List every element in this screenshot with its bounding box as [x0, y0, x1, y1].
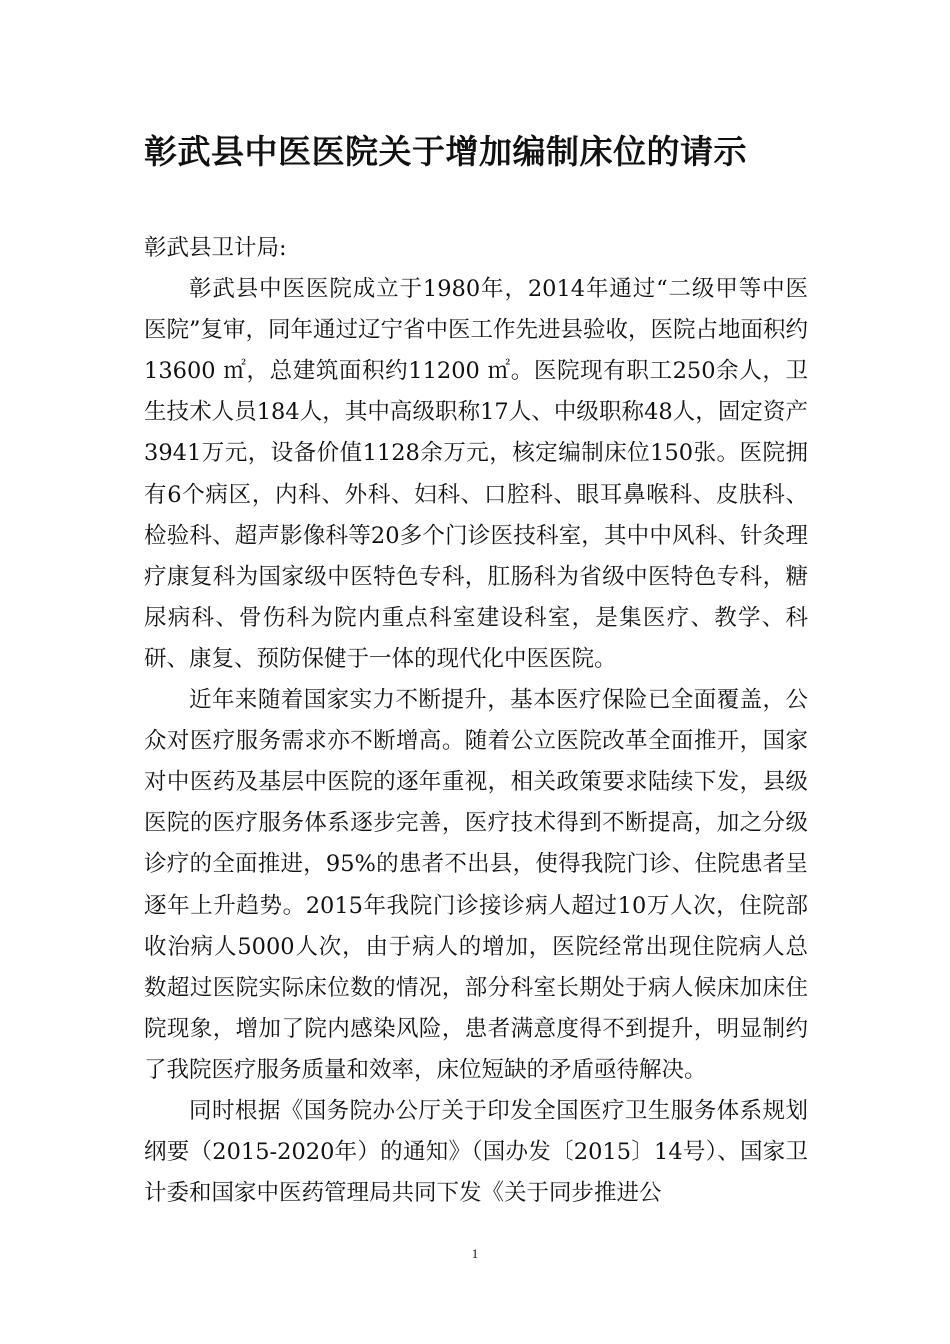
salutation: 彰武县卫计局:	[144, 235, 287, 261]
paragraph-policy-basis: 同时根据《国务院办公厅关于印发全国医疗卫生服务体系规划纲要（2015-2020年）的通知》（国办发〔2015〕14号）、国家卫计委和国家中医药管理局共同下发《关于同步推进公	[144, 1097, 808, 1207]
document-title: 彰武县中医医院关于增加编制床位的请示	[144, 132, 747, 171]
page-number: 1	[471, 1246, 479, 1261]
document-body	[144, 228, 808, 1214]
paragraph-hospital-overview: 彰武县中医医院成立于1980年，2014年通过“二级甲等中医医院”复审，同年通过辽宁省中医工作先进县验收，医院占地面积约13600 ㎡，总建筑面积约11200 ㎡。医院现有职工250余人，卫生技术人员184人，其中高级职称17人、中级职称48人，固定资产3941万元，设备价值1128余万元，核定编制床位150张。医院拥有6个病区，内科、外科、妇科、口腔科、眼耳鼻喉科、皮肤科、检验科、超声影像科等20多个门诊医技科室，其中中风科、针灸理疗康复科为国家级中医特色专科，肛肠科为省级中医特色专科，糖尿病科、骨伤科为院内重点科室建设科室，是集医疗、教学、科研、康复、预防保健于一体的现代化中医医院。	[144, 276, 809, 672]
paragraph-bed-shortage: 近年来随着国家实力不断提升，基本医疗保险已全面覆盖，公众对医疗服务需求亦不断增高。随着公立医院改革全面推开，国家对中医药及基层中医院的逐年重视，相关政策要求陆续下发，县级医院的医疗服务体系逐步完善，医疗技术得到不断提高，加之分级诊疗的全面推进，95%的患者不出县，使得我院门诊、住院患者呈逐年上升趋势。2015年我院门诊接诊病人超过10万人次，住院部收治病人5000人次，由于病人的增加，医院经常出现住院病人总数超过医院实际床位数的情况，部分科室长期处于病人候床加床住院现象，增加了院内感染风险，患者满意度得不到提升，明显制约了我院医疗服务质量和效率，床位短缺的矛盾亟待解决。	[144, 687, 808, 1083]
